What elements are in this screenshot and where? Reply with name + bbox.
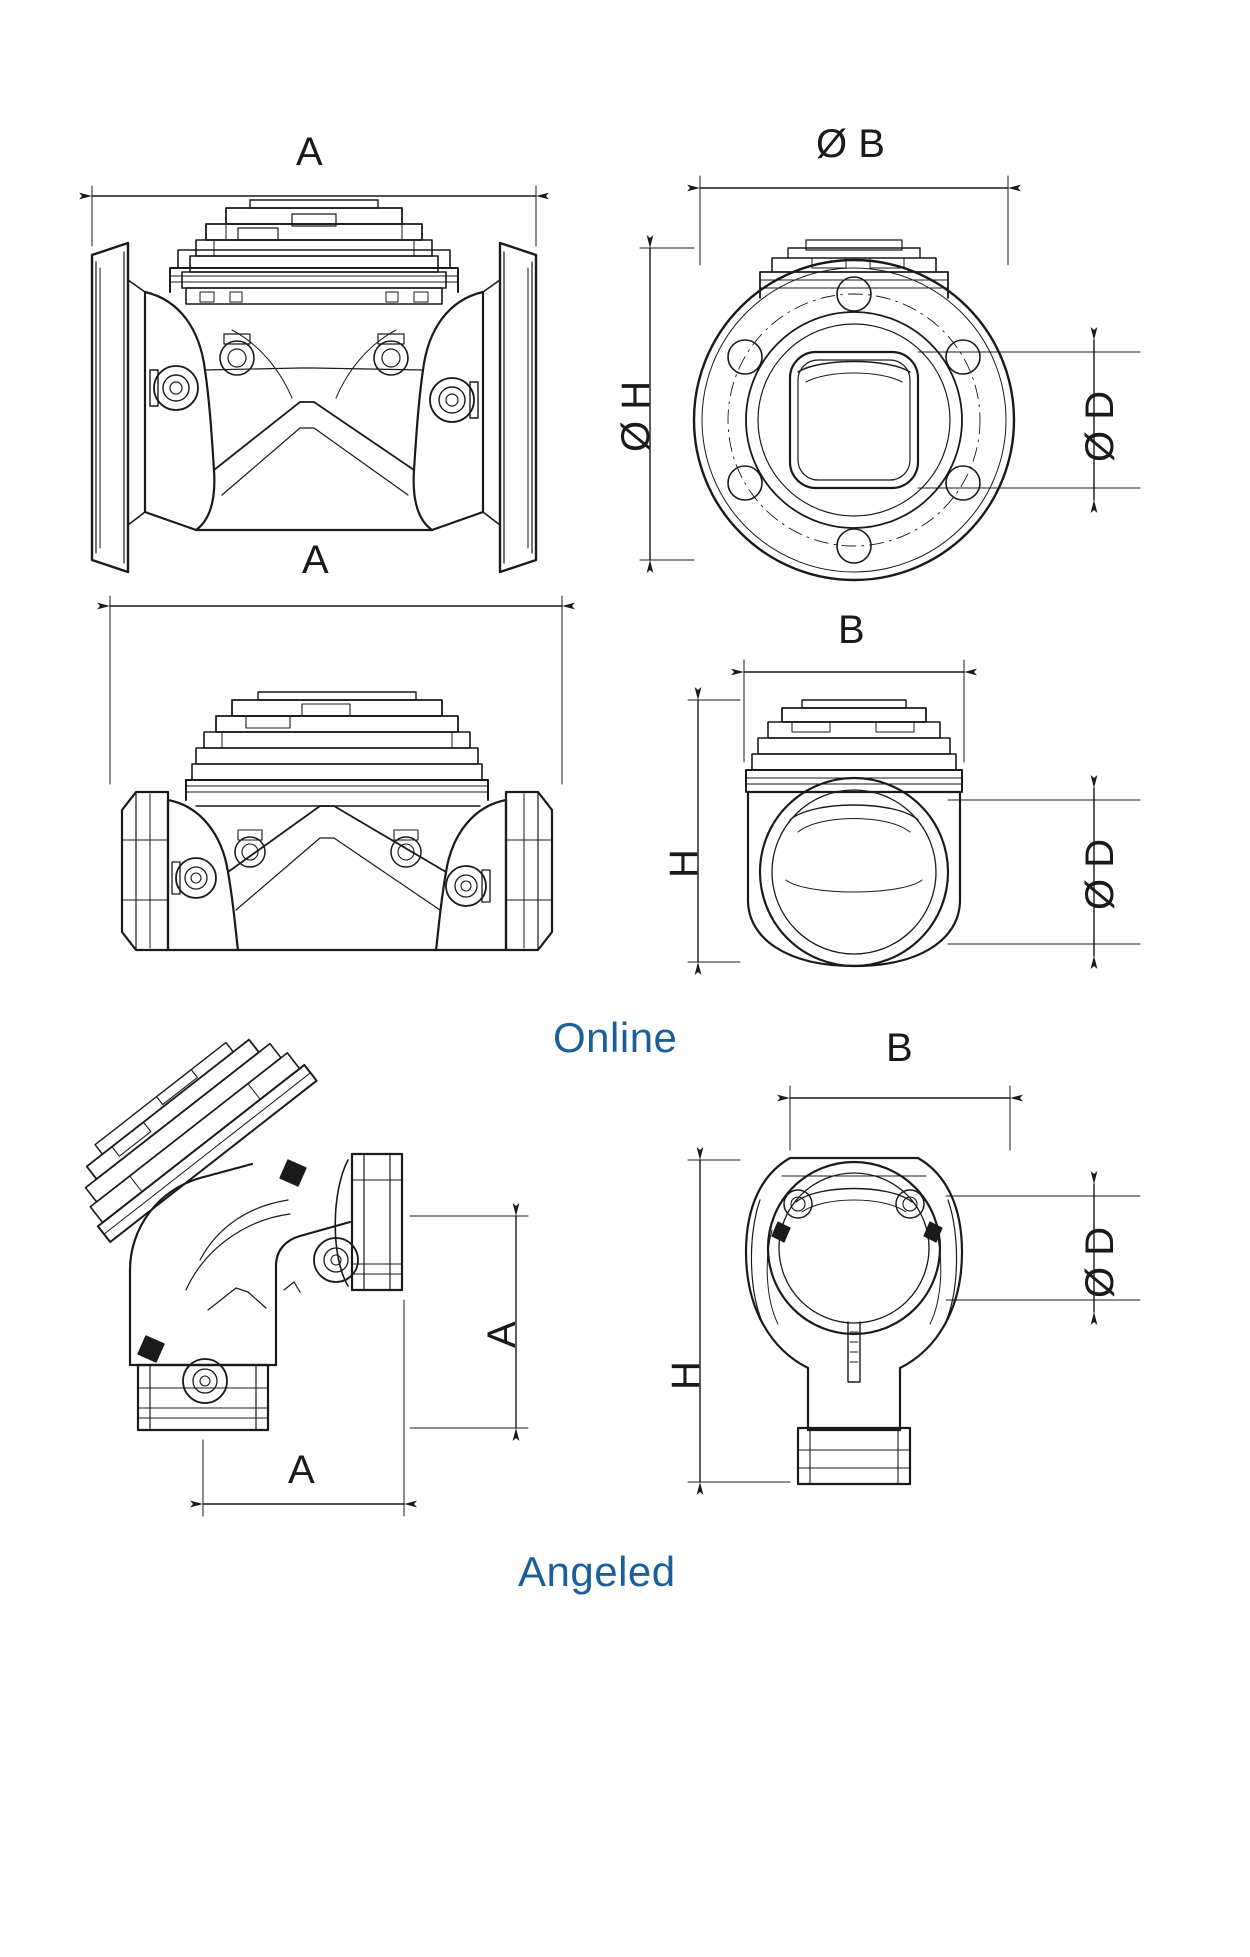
dimension-label-threaded-end-b: B <box>838 608 865 652</box>
dimension-label-threaded-front-a: A <box>302 538 329 582</box>
view-angeled-end <box>688 1086 1140 1484</box>
dimension-label-threaded-end-h: H <box>662 849 706 878</box>
dimension-label-online-end-b: Ø B <box>816 122 885 166</box>
dimension-label-online-front-a: A <box>296 130 323 174</box>
dimension-label-angeled-a-horizontal: A <box>288 1448 315 1492</box>
caption-angeled: Angeled <box>518 1548 676 1595</box>
dimension-label-threaded-end-d: Ø D <box>1078 838 1122 910</box>
caption-online: Online <box>553 1014 678 1061</box>
dimension-label-online-end-h: Ø H <box>614 380 658 452</box>
view-online-flanged-front <box>92 186 536 572</box>
view-online-threaded-end <box>688 660 1140 966</box>
view-online-flanged-end <box>640 176 1140 580</box>
view-angeled-side <box>57 1013 528 1516</box>
view-online-threaded-front <box>110 596 562 950</box>
dimension-label-angeled-end-b: B <box>886 1026 913 1070</box>
dimension-label-angeled-end-d: Ø D <box>1078 1226 1122 1298</box>
dimension-label-angeled-end-h: H <box>664 1361 708 1390</box>
dimension-label-online-end-d: Ø D <box>1078 390 1122 462</box>
dimension-label-angeled-a-vertical: A <box>480 1321 524 1348</box>
